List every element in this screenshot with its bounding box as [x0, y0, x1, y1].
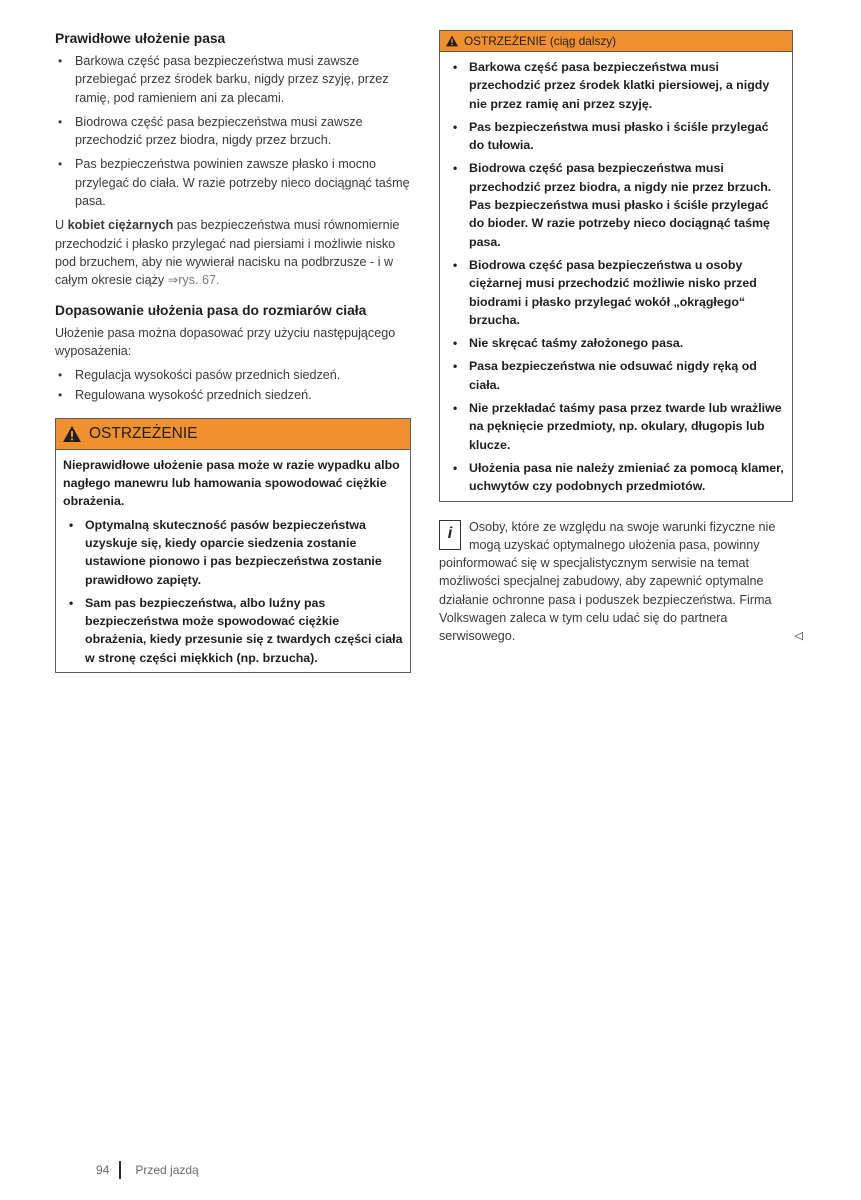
list-item: • Pas bezpieczeństwa musi płasko i ściśle przylegać do tułowia. — [453, 119, 769, 153]
warning-title: OSTRZEŻENIE — [89, 424, 198, 442]
list-item: • Pasa bezpieczeństwa nie odsuwać nigdy ręką od ciała. — [453, 359, 757, 392]
list-item: • Biodrowa część pasa bezpieczeństwa musi przechodzić przez biodra, a nigdy nie przez brzuch. Pas bezpieczeństwa musi płasko i ściśle przylegać do bioder. W razie potrzeby nieco dociągnąć taśmę pasa. — [453, 161, 772, 249]
right-column — [439, 30, 803, 646]
left-column — [55, 30, 411, 673]
adjustment-intro: Ułożenie pasa można dopasować przy użyciu następującego wyposażenia: — [55, 325, 396, 358]
warning-triangle-icon — [62, 425, 82, 443]
list-item: • Barkowa część pasa bezpieczeństwa musi przechodzić przez środek klatki piersiowej, a nigdy nie przez ramię ani przez szyję. — [453, 60, 770, 111]
warning-body — [56, 450, 410, 672]
list-item: • Nie skręcać taśmy założonego pasa. — [453, 336, 684, 351]
list-item: • Optymalną skuteczność pasów bezpieczeństwa uzyskuje się, kiedy oparcie siedzenia zostanie ustawione pionowo i pas bezpieczeństwa zostanie prawidłowo zapięty. — [69, 517, 382, 587]
warning-continued-body — [440, 52, 792, 501]
bullet-list-2 — [55, 366, 411, 405]
pregnant-paragraph: U kobiet ciężarnych pas bezpieczeństwa musi równomiernie przechodzić i płasko przylegać nad piersiami i możliwie nisko pod brzuchem, aby nie wywierał nacisku na podbrzusze - i w całym okresie ciąży ⇒rys. 67. — [55, 218, 400, 288]
heading-correct-belt-position: Prawidłowe ułożenie pasa — [55, 31, 226, 46]
list-item: • Biodrowa część pasa bezpieczeństwa musi zawsze przechodzić przez biodra, nigdy przez brzuch. — [58, 114, 363, 148]
footer-section-title: Przed jazdą — [135, 1163, 199, 1177]
figure-reference-link[interactable]: ⇒rys. 67. — [167, 273, 220, 288]
bullet-list-1 — [55, 52, 411, 210]
list-item: • Regulowana wysokość przednich siedzeń. — [58, 388, 312, 403]
warning-continued-header — [440, 31, 792, 52]
list-item: • Ułożenia pasa nie należy zmieniać za pomocą klamer, uchwytów czy podobnych przedmiotów. — [453, 460, 784, 494]
list-item: • Barkowa część pasa bezpieczeństwa musi zawsze przebiegać przez środek barku, nigdy przez szyję, przez ramię, pod ramieniem ani za plecami. — [58, 54, 389, 105]
list-item: • Regulacja wysokości pasów przednich siedzeń. — [58, 368, 341, 383]
info-icon: i — [439, 520, 461, 550]
heading-belt-adjustment: Dopasowanie ułożenia pasa do rozmiarów ciała — [55, 302, 367, 318]
warning-triangle-icon — [445, 35, 459, 47]
page-footer — [96, 1161, 199, 1179]
info-note-text: Osoby, które ze względu na swoje warunki fizyczne nie mogą uzyskać optymalnego ułożenia pasa, powinny poinformować się w specjalistycznym serwisie na temat możliwości specjalnej zabudowy, aby zapewnić optymalne działanie ochronne pasa i poduszek bezpieczeństwa. Firma Volkswagen zaleca w tym celu udać się do partnera serwisowego. — [439, 519, 776, 644]
warning-intro: Nieprawidłowe ułożenie pasa może w razie wypadku albo nagłego manewru lub hamowania spowodować ciężkie obrażenia. — [63, 457, 400, 509]
warning-header — [56, 419, 410, 450]
section-end-icon: ◁ — [794, 630, 803, 643]
list-item: • Nie przekładać taśmy pasa przez twarde lub wrażliwe na pęknięcie przedmioty, np. okulary, długopis lub klucze. — [453, 401, 782, 452]
page-number: 94 — [96, 1163, 110, 1177]
footer-divider — [119, 1161, 121, 1179]
warning-continued-title: OSTRZEŻENIE (ciąg dalszy) — [464, 34, 617, 48]
warning-continued-box — [439, 30, 793, 502]
info-note — [439, 518, 803, 646]
warning-box — [55, 418, 411, 673]
list-item: • Biodrowa część pasa bezpieczeństwa u osoby ciężarnej musi przechodzić możliwie nisko przed biodrami i płasko przylegać wokół „okrągłego“ brzucha. — [453, 257, 757, 327]
list-item: • Sam pas bezpieczeństwa, albo luźny pas bezpieczeństwa może spowodować ciężkie obrażenia, kiedy przesunie się z twardych części ciała w stronę części miękkich (np. brzucha). — [69, 595, 403, 665]
list-item: • Pas bezpieczeństwa powinien zawsze płasko i mocno przylegać do ciała. W razie potrzeby nieco dociągnąć taśmę pasa. — [58, 157, 410, 209]
